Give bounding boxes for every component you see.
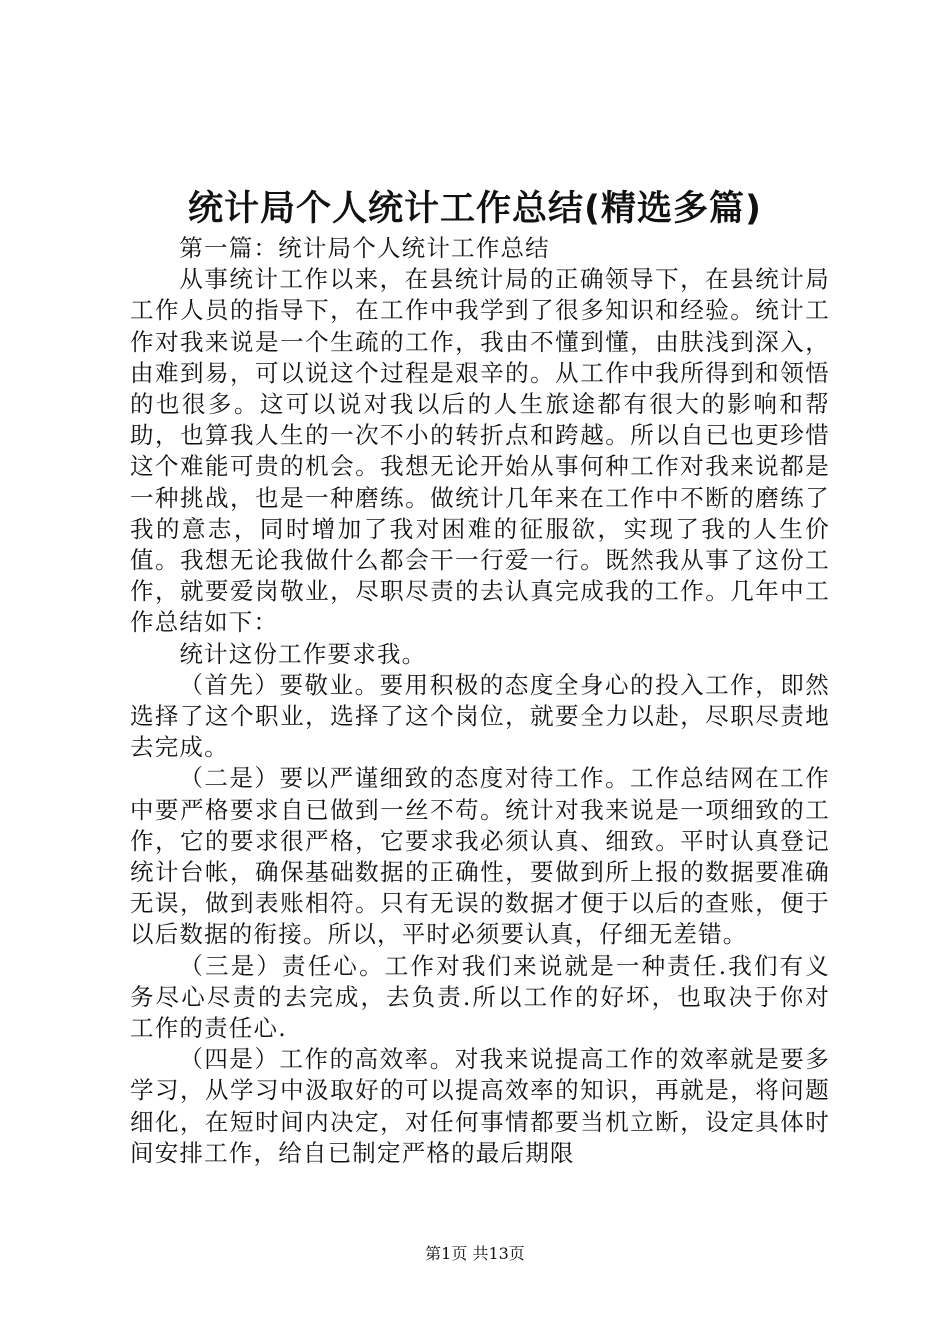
paragraph-fourth: （四是）工作的高效率。对我来说提高工作的效率就是要多学习，从学习中汲取好的可以提高效率的知识，再就是，将问题细化，在短时间内决定，对任何事情都要当机立断，设定具体时间安排工作，给自已制定严格的最后期限 <box>130 1045 830 1167</box>
page-number-footer: 第1页 共13页 <box>425 1244 525 1263</box>
document-body <box>130 233 830 1169</box>
paragraph-first: （首先）要敬业。要用积极的态度全身心的投入工作，即然选择了这个职业，选择了这个岗位，就要全力以赴，尽职尽责地去完成。 <box>130 670 830 762</box>
paragraph-third: （三是）责任心。工作对我们来说就是一种责任.我们有义务尽心尽责的去完成，去负责.所以工作的好坏，也取决于你对工作的责任心. <box>130 951 830 1043</box>
section-heading: 第一篇：统计局个人统计工作总结 <box>179 234 550 262</box>
document-title: 统计局个人统计工作总结(精选多篇) <box>188 189 762 229</box>
paragraph-requirement: 统计这份工作要求我。 <box>179 639 427 668</box>
paragraph-intro: 从事统计工作以来，在县统计局的正确领导下，在县统计局工作人员的指导下，在工作中我学到了很多知识和经验。统计工作对我来说是一个生疏的工作，我由不懂到懂，由肤浅到深入，由难到易，可以说这个过程是艰辛的。从工作中我所得到和领悟的也很多。这可以说对我以后的人生旅途都有很大的影响和帮助，也算我人生的一次不小的转折点和跨越。所以自已也更珍惜这个难能可贵的机会。我想无论开始从事何种工作对我来说都是一种挑战，也是一种磨练。做统计几年来在工作中不断的磨练了我的意志，同时增加了我对困难的征服欲，实现了我的人生价值。我想无论我做什么都会干一行爱一行。既然我从事了这份工作，就要爱岗敬业，尽职尽责的去认真完成我的工作。几年中工作总结如下： <box>130 265 830 637</box>
paragraph-second: （二是）要以严谨细致的态度对待工作。工作总结网在工作中要严格要求自已做到一丝不苟。统计对我来说是一项细致的工作，它的要求很严格，它要求我必须认真、细致。平时认真登记统计台帐，确保基础数据的正确性，要做到所上报的数据要准确无误，做到表账相符。只有无误的数据才便于以后的查账，便于以后数据的衔接。所以，平时必须要认真，仔细无差错。 <box>130 764 830 949</box>
